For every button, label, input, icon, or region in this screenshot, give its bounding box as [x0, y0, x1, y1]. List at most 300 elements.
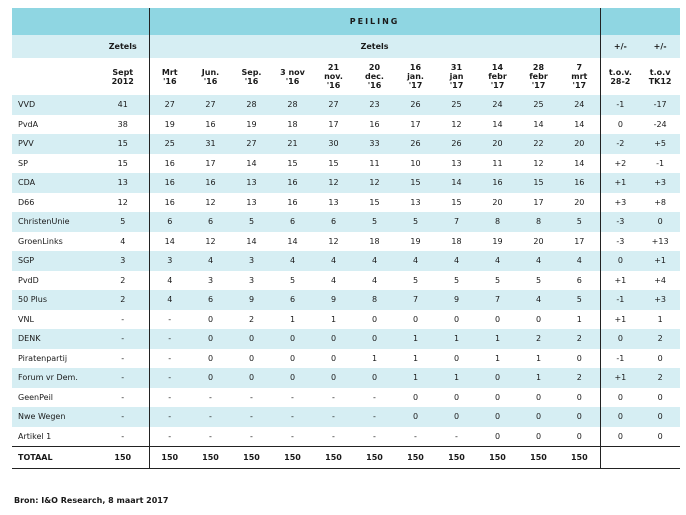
seat-value: - — [250, 392, 253, 402]
seat-value: 3 — [231, 251, 272, 271]
seat-value: +1 — [600, 368, 640, 388]
seat-value: 0 — [272, 329, 313, 349]
seat-value: 3 — [207, 275, 214, 285]
seat-value: -1 — [656, 158, 665, 168]
date-header-line: '17 — [449, 81, 464, 90]
seat-value: - — [250, 431, 253, 441]
seat-value: 0 — [477, 407, 518, 427]
seat-value: 24 — [477, 95, 518, 115]
seat-value: 33 — [354, 134, 395, 154]
seat-value: 15 — [287, 158, 298, 168]
seat-value: -2 — [600, 134, 640, 154]
seat-value: - — [149, 310, 190, 330]
date-header-line: t.o.v. — [608, 67, 632, 77]
seat-value: 0 — [313, 368, 354, 388]
seat-value: 13 — [410, 197, 421, 207]
total-value: 150 — [559, 447, 600, 469]
total-value: 150 — [313, 447, 354, 469]
seat-value: -1 — [600, 349, 640, 369]
date-header-line: '16 — [203, 76, 218, 86]
seat-value: 5 — [453, 275, 460, 285]
seat-value: 8 — [477, 212, 518, 232]
seat-value: 2 — [518, 329, 559, 349]
party-row — [12, 388, 680, 408]
seat-value: - — [149, 427, 190, 447]
seat-value: 2 — [120, 275, 126, 285]
header-blank — [12, 8, 149, 35]
date-header — [190, 58, 231, 95]
seat-value: 6 — [190, 290, 231, 310]
seat-value: 0 — [412, 314, 419, 324]
zetels-mid-label: Zetels — [149, 35, 600, 58]
party-name: PvdA — [18, 119, 39, 129]
seat-value: +3 — [600, 193, 640, 213]
date-header-line: TK12 — [648, 76, 672, 86]
seat-value: 0 — [657, 392, 663, 402]
seat-value: 18 — [451, 236, 462, 246]
date-header-line: '16 — [367, 81, 382, 90]
seat-value: -1 — [600, 290, 640, 310]
seat-value: 5 — [231, 212, 272, 232]
seat-value: 15 — [451, 197, 462, 207]
seat-value: 1 — [371, 353, 378, 363]
seat-value: 19 — [410, 236, 421, 246]
seat-value: 16 — [149, 173, 190, 193]
date-header — [231, 58, 272, 95]
seat-value: 4 — [149, 271, 190, 291]
seat-value: 4 — [149, 290, 190, 310]
date-header — [354, 58, 395, 95]
date-header-line: '17 — [572, 81, 587, 90]
seat-value: 0 — [576, 431, 582, 441]
party-name: GeenPeil — [18, 392, 54, 402]
party-row — [12, 95, 680, 115]
date-header-line: Jun. — [201, 67, 220, 77]
seat-value: 10 — [410, 158, 421, 168]
seat-value: 25 — [436, 95, 477, 115]
date-header-line: 2012 — [111, 76, 134, 86]
seat-value: 0 — [600, 427, 640, 447]
seat-value: 18 — [287, 119, 298, 129]
header-dates-row — [12, 58, 680, 95]
seat-value: -17 — [640, 95, 680, 115]
seat-value: 14 — [436, 173, 477, 193]
seat-value: 41 — [97, 95, 149, 115]
seat-value: - — [209, 392, 212, 402]
seat-value: 4 — [120, 236, 126, 246]
seat-value: 0 — [207, 314, 214, 324]
seat-value: - — [97, 407, 149, 427]
seat-value: 0 — [535, 314, 542, 324]
header-cell — [12, 35, 97, 58]
seat-value: 14 — [492, 119, 503, 129]
seat-value: 1 — [494, 353, 501, 363]
date-header-line: t.o.v — [649, 67, 671, 77]
seat-value: 27 — [149, 95, 190, 115]
seat-value: - — [149, 349, 190, 369]
seat-value: 1 — [395, 329, 436, 349]
seat-value: 14 — [149, 232, 190, 252]
seat-value: 12 — [313, 173, 354, 193]
seat-value: 0 — [436, 407, 477, 427]
seat-value: 27 — [313, 95, 354, 115]
party-name: SP — [18, 158, 28, 168]
party-row — [12, 271, 680, 291]
seat-value: 20 — [533, 236, 544, 246]
seat-value: 5 — [535, 275, 542, 285]
date-header-line: '16 — [285, 76, 300, 86]
seat-value: 8 — [518, 212, 559, 232]
seat-value: 5 — [97, 212, 149, 232]
seat-value: 7 — [436, 212, 477, 232]
seat-value: - — [190, 407, 231, 427]
party-row — [12, 368, 680, 388]
seat-value: 30 — [313, 134, 354, 154]
seat-value: - — [313, 407, 354, 427]
seat-value: 5 — [559, 290, 600, 310]
total-value: 150 — [518, 447, 559, 469]
seat-value: 6 — [272, 290, 313, 310]
date-header — [477, 58, 518, 95]
header-cell — [12, 58, 97, 95]
date-header-line: 7 — [576, 63, 583, 72]
date-header-line: 31 — [450, 63, 463, 72]
seat-value: 0 — [190, 329, 231, 349]
seat-value: +13 — [651, 236, 669, 246]
seat-value: +1 — [600, 310, 640, 330]
seat-value: 17 — [410, 119, 421, 129]
poll-table — [12, 8, 680, 469]
seat-value: 0 — [395, 407, 436, 427]
seat-value: 14 — [574, 119, 585, 129]
party-name: Artikel 1 — [18, 431, 52, 441]
total-value: 150 — [97, 447, 149, 469]
seat-value: -24 — [653, 119, 667, 129]
seat-value: 26 — [436, 134, 477, 154]
seat-value: 17 — [574, 236, 585, 246]
peiling-title: PEILING — [149, 8, 600, 35]
seat-value: - — [121, 431, 125, 441]
party-name: CDA — [12, 173, 97, 193]
seat-value: - — [149, 329, 190, 349]
seat-value: 16 — [205, 119, 216, 129]
seat-value: 15 — [328, 158, 339, 168]
seat-value: 4 — [559, 251, 600, 271]
party-row — [12, 310, 680, 330]
seat-value: 0 — [354, 368, 395, 388]
seat-value: 17 — [205, 158, 216, 168]
seat-value: 19 — [246, 119, 257, 129]
seat-value: 0 — [354, 329, 395, 349]
seat-value: - — [149, 388, 190, 408]
seat-value: 4 — [371, 275, 378, 285]
seat-value: 4 — [190, 251, 231, 271]
seat-value: 13 — [328, 197, 339, 207]
seat-value: 16 — [149, 154, 190, 174]
seat-value: - — [209, 431, 212, 441]
seat-value: 17 — [533, 197, 544, 207]
seat-value: 16 — [287, 197, 298, 207]
seat-value: 16 — [369, 119, 380, 129]
seat-value: -3 — [600, 232, 640, 252]
seat-value: 0 — [559, 407, 600, 427]
seat-value: 0 — [518, 407, 559, 427]
seat-value: 0 — [313, 329, 354, 349]
seat-value: 13 — [97, 173, 149, 193]
seat-value: 3 — [97, 251, 149, 271]
party-name: 50 Plus — [12, 290, 97, 310]
seat-value: 0 — [600, 115, 640, 135]
seat-value: 20 — [574, 197, 585, 207]
seat-value: 21 — [272, 134, 313, 154]
seat-value: - — [455, 431, 458, 441]
seat-value: 26 — [395, 134, 436, 154]
seat-value: 0 — [207, 353, 214, 363]
seat-value: 31 — [190, 134, 231, 154]
party-name: VNL — [18, 314, 34, 324]
seat-value: 1 — [535, 353, 542, 363]
seat-value: 16 — [477, 173, 518, 193]
seat-value: 0 — [477, 368, 518, 388]
seat-value: 0 — [371, 314, 378, 324]
seat-value: 4 — [330, 275, 337, 285]
seat-value: 0 — [600, 388, 640, 408]
seat-value: 5 — [395, 212, 436, 232]
seat-value: - — [272, 407, 313, 427]
seat-value: 9 — [313, 290, 354, 310]
party-name: SGP — [12, 251, 97, 271]
seat-value: 4 — [436, 251, 477, 271]
seat-value: 28 — [231, 95, 272, 115]
seat-value: 16 — [559, 173, 600, 193]
seat-value: 1 — [412, 353, 419, 363]
date-header-line: mrt — [571, 72, 588, 81]
seat-value: 12 — [205, 197, 216, 207]
date-header — [600, 58, 640, 95]
seat-value: 0 — [272, 368, 313, 388]
seat-value: 16 — [272, 173, 313, 193]
party-row — [12, 251, 680, 271]
party-row — [12, 407, 680, 427]
seat-value: 22 — [518, 134, 559, 154]
plusmin-label-2: +/- — [640, 35, 680, 58]
seat-value: - — [149, 368, 190, 388]
seat-value: 0 — [600, 407, 640, 427]
seat-value: 11 — [492, 158, 503, 168]
seat-value: 9 — [436, 290, 477, 310]
seat-value: 3 — [248, 275, 255, 285]
seat-value: 15 — [369, 197, 380, 207]
party-name: Nwe Wegen — [12, 407, 97, 427]
total-value: 150 — [231, 447, 272, 469]
seat-value: 6 — [313, 212, 354, 232]
seat-value: 14 — [533, 119, 544, 129]
seat-value: 25 — [518, 95, 559, 115]
party-name: Forum vr Dem. — [12, 368, 97, 388]
party-row — [12, 115, 680, 135]
seat-value: - — [291, 392, 294, 402]
seat-value: 12 — [451, 119, 462, 129]
seat-value: - — [149, 407, 190, 427]
seat-value: 4 — [518, 290, 559, 310]
seat-value: 0 — [535, 392, 542, 402]
seat-value: 5 — [494, 275, 501, 285]
total-value: 150 — [436, 447, 477, 469]
seat-value: 20 — [492, 197, 503, 207]
seat-value: 13 — [451, 158, 462, 168]
seat-value: 14 — [287, 236, 298, 246]
date-header-line: 21 — [327, 63, 340, 72]
seat-value: 20 — [559, 134, 600, 154]
seat-value: -3 — [600, 212, 640, 232]
poll-table-container — [12, 8, 680, 469]
seat-value: +1 — [600, 173, 640, 193]
total-value: 150 — [354, 447, 395, 469]
seat-value: +5 — [640, 134, 680, 154]
seat-value: 27 — [190, 95, 231, 115]
seat-value: 0 — [657, 431, 663, 441]
seat-value: 0 — [330, 353, 337, 363]
seat-value: 1 — [436, 368, 477, 388]
header-zetels-row — [12, 35, 680, 58]
seat-value: 17 — [328, 119, 339, 129]
date-header — [436, 58, 477, 95]
date-header-line: 28-2 — [610, 76, 631, 86]
seat-value: 2 — [559, 329, 600, 349]
seat-value: 19 — [492, 236, 503, 246]
seat-value: 1 — [518, 368, 559, 388]
seat-value: 7 — [395, 290, 436, 310]
party-name: Piratenpartij — [18, 353, 68, 363]
seat-value: 38 — [117, 119, 128, 129]
seat-value: 0 — [494, 392, 501, 402]
seat-value: 1 — [576, 314, 582, 324]
seat-value: 0 — [576, 353, 582, 363]
seat-value: - — [373, 392, 376, 402]
date-header-line: '16 — [162, 76, 177, 86]
date-header-line: jan. — [407, 72, 424, 81]
date-header — [518, 58, 559, 95]
seat-value: - — [332, 392, 335, 402]
seat-value: 12 — [117, 197, 128, 207]
date-header-line: '17 — [490, 81, 505, 90]
date-header-line: '16 — [244, 76, 259, 86]
seat-value: 16 — [190, 173, 231, 193]
seat-value: 0 — [248, 353, 255, 363]
seat-value: 4 — [272, 251, 313, 271]
date-header — [395, 58, 436, 95]
seat-value: 6 — [190, 212, 231, 232]
date-header — [149, 58, 190, 95]
date-header-line: jan — [449, 72, 464, 81]
date-header-line: febr — [488, 72, 507, 81]
seat-value: 3 — [149, 251, 190, 271]
date-header-line: 14 — [491, 63, 504, 72]
seat-value: -1 — [600, 95, 640, 115]
seat-value: 1 — [289, 314, 296, 324]
seat-value: 0 — [453, 353, 460, 363]
seat-value: +3 — [640, 290, 680, 310]
date-header-line: '16 — [326, 81, 341, 90]
party-row — [12, 134, 680, 154]
zetels-left-label: Zetels — [97, 35, 149, 58]
party-row — [12, 329, 680, 349]
seat-value: 0 — [600, 251, 640, 271]
date-header-line: Mrt — [161, 67, 178, 77]
seat-value: - — [97, 368, 149, 388]
date-header-line: nov. — [324, 72, 343, 81]
seat-value: 0 — [640, 407, 680, 427]
seat-value: 0 — [600, 329, 640, 349]
seat-value: +8 — [654, 197, 666, 207]
date-header-line: Sep. — [241, 67, 262, 77]
seat-value: 12 — [354, 173, 395, 193]
seat-value: 0 — [494, 431, 501, 441]
seat-value: 24 — [559, 95, 600, 115]
seat-value: 4 — [354, 251, 395, 271]
party-row — [12, 232, 680, 252]
seat-value: 2 — [97, 290, 149, 310]
seat-value: 0 — [453, 314, 460, 324]
party-row — [12, 154, 680, 174]
total-value: 150 — [395, 447, 436, 469]
seat-value: 19 — [149, 115, 190, 135]
seat-value: 1 — [657, 314, 663, 324]
party-name: VVD — [12, 95, 97, 115]
total-value — [640, 447, 680, 469]
seat-value: 0 — [640, 212, 680, 232]
seat-value: 2 — [559, 368, 600, 388]
date-header — [313, 58, 354, 95]
seat-value: 1 — [477, 329, 518, 349]
party-name: GroenLinks — [18, 236, 63, 246]
seat-value: 1 — [330, 314, 337, 324]
seat-value: 6 — [272, 212, 313, 232]
seat-value: 12 — [328, 236, 339, 246]
seat-value: 0 — [576, 392, 582, 402]
seat-value: 2 — [248, 314, 255, 324]
seat-value: - — [97, 329, 149, 349]
seat-value: 4 — [518, 251, 559, 271]
seat-value: - — [121, 353, 125, 363]
seat-value: - — [332, 431, 335, 441]
party-row — [12, 427, 680, 447]
party-name: D66 — [18, 197, 35, 207]
seat-value: 15 — [518, 173, 559, 193]
date-header-line: dec. — [365, 72, 384, 81]
seat-value: +1 — [640, 251, 680, 271]
date-header-line: '17 — [531, 81, 546, 90]
date-header-line: 3 nov — [280, 67, 305, 77]
total-value: 150 — [190, 447, 231, 469]
total-value: 150 — [477, 447, 518, 469]
party-row — [12, 212, 680, 232]
seat-value: 4 — [395, 251, 436, 271]
seat-value: 5 — [412, 275, 419, 285]
total-label: TOTAAL — [12, 447, 97, 469]
seat-value: 23 — [354, 95, 395, 115]
seat-value: 14 — [246, 236, 257, 246]
seat-value: 25 — [149, 134, 190, 154]
seat-value: 0 — [412, 392, 419, 402]
seat-value: 6 — [149, 212, 190, 232]
seat-value: +1 — [600, 271, 640, 291]
seat-value: +2 — [600, 154, 640, 174]
seat-value: 27 — [231, 134, 272, 154]
seat-value: 0 — [535, 431, 542, 441]
party-row — [12, 173, 680, 193]
seat-value: 5 — [289, 275, 296, 285]
